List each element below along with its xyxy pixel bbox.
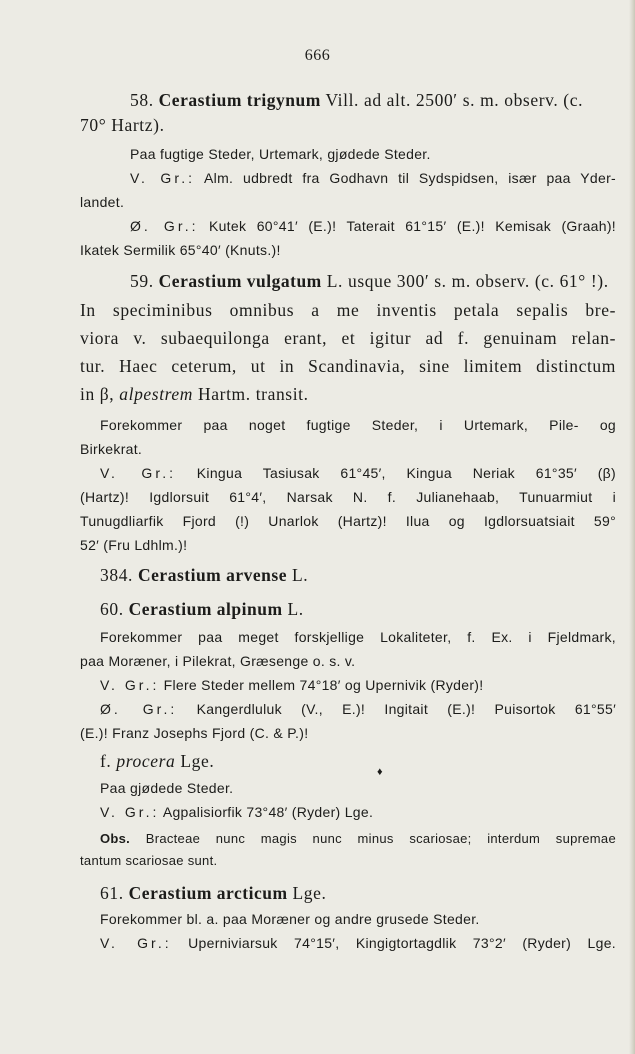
entry-59-latin-1: In speciminibus omnibus a me inventis petala sepalis bre- — [80, 300, 616, 320]
entry-60-east-2: (E.)! Franz Josephs Fjord (C. & P.)! — [80, 725, 309, 741]
entry-60-note-1: Forekommer paa meget forskjellige Lokaliteter, f. Ex. i Fjeldmark, — [100, 629, 616, 645]
species-name: Cerastium arcticum — [128, 883, 288, 903]
entry-58-east: Ø. Gr.: Kutek 60°41′ (E.)! Taterait 61°15′ (E.)! Kemisak (Graah)! — [130, 218, 616, 234]
entry-59-note-2: Birkekrat. — [80, 441, 143, 457]
entry-384-heading: 384. Cerastium arvense L. — [100, 565, 309, 585]
entry-59-latin-3: tur. Haec ceterum, ut in Scandinavia, sine limitem distinctum — [80, 356, 616, 376]
entry-58-west: V. Gr.: Alm. udbredt fra Godhavn til Sydspidsen, især paa Yder- — [130, 170, 616, 186]
entry-60-form-habitat: Paa gjødede Steder. — [100, 780, 234, 796]
page-number: 666 — [304, 47, 331, 64]
species-name: Cerastium alpinum — [128, 599, 283, 619]
entry-59-note-1: Forekommer paa noget fugtige Steder, i Urtemark, Pile- og — [100, 417, 616, 433]
entry-60-note-2: paa Moræner, i Pilekrat, Græsenge o. s. v. — [80, 653, 356, 669]
entry-60-form: f. procera Lge. — [100, 751, 215, 771]
entry-60-heading: 60. Cerastium alpinum L. — [100, 599, 304, 619]
entry-59-latin-4: in β, alpestrem Hartm. transit. — [80, 384, 309, 404]
entry-60-form-west: V. Gr.: Agpalisiorfik 73°48′ (Ryder) Lge. — [100, 804, 374, 820]
entry-58-heading-cont: 70° Hartz). — [80, 115, 165, 135]
entry-58-east-cont: Ikatek Sermilik 65°40′ (Knuts.)! — [80, 242, 281, 258]
entry-59-latin-2: viora v. subaequilonga erant, et igitur ad f. genuinam relan- — [80, 328, 616, 348]
entry-59-west-2: (Hartz)! Igdlorsuit 61°4′, Narsak N. f. Julianehaab, Tunuarmiut i — [80, 489, 616, 505]
entry-60-west: V. Gr.: Flere Steder mellem 74°18′ og Upernivik (Ryder)! — [100, 677, 484, 693]
entry-61-note: Forekommer bl. a. paa Moræner og andre grusede Steder. — [100, 911, 480, 927]
species-name: Cerastium vulgatum — [158, 271, 322, 291]
entry-59-heading: 59. Cerastium vulgatum L. usque 300′ s. m. observ. (c. 61° !). — [130, 271, 609, 291]
entry-61-heading: 61. Cerastium arcticum Lge. — [100, 883, 327, 903]
entry-58-habitat: Paa fugtige Steder, Urtemark, gjødede Steder. — [130, 146, 431, 162]
entry-60-obs-2: tantum scariosae sunt. — [80, 853, 218, 868]
species-name: Cerastium trigynum — [158, 90, 321, 110]
entry-58-west-cont: landet. — [80, 194, 125, 210]
entry-59-west-1: V. Gr.: Kingua Tasiusak 61°45′, Kingua Neriak 61°35′ (β) — [100, 465, 616, 481]
species-name: Cerastium arvense — [138, 565, 287, 585]
entry-59-west-4: 52′ (Fru Ldhlm.)! — [80, 537, 188, 553]
page-edge — [629, 0, 635, 1054]
entry-59-west-3: Tunugdliarfik Fjord (!) Unarlok (Hartz)! Ilua og Igdlorsuatsiait 59° — [80, 513, 616, 529]
entry-61-west: V. Gr.: Uperniviarsuk 74°15′, Kingigtortagdlik 73°2′ (Ryder) Lge. — [100, 935, 616, 951]
entry-60-obs-1: Obs. Bracteae nunc magis nunc minus scariosae; interdum supremae — [100, 831, 616, 846]
ink-speck: ♦ — [377, 766, 383, 778]
entry-58-heading: 58. Cerastium trigynum Vill. ad alt. 2500′ s. m. observ. (c. — [130, 90, 584, 110]
entry-60-east-1: Ø. Gr.: Kangerdluluk (V., E.)! Ingitait (E.)! Puisortok 61°55′ — [100, 701, 617, 717]
